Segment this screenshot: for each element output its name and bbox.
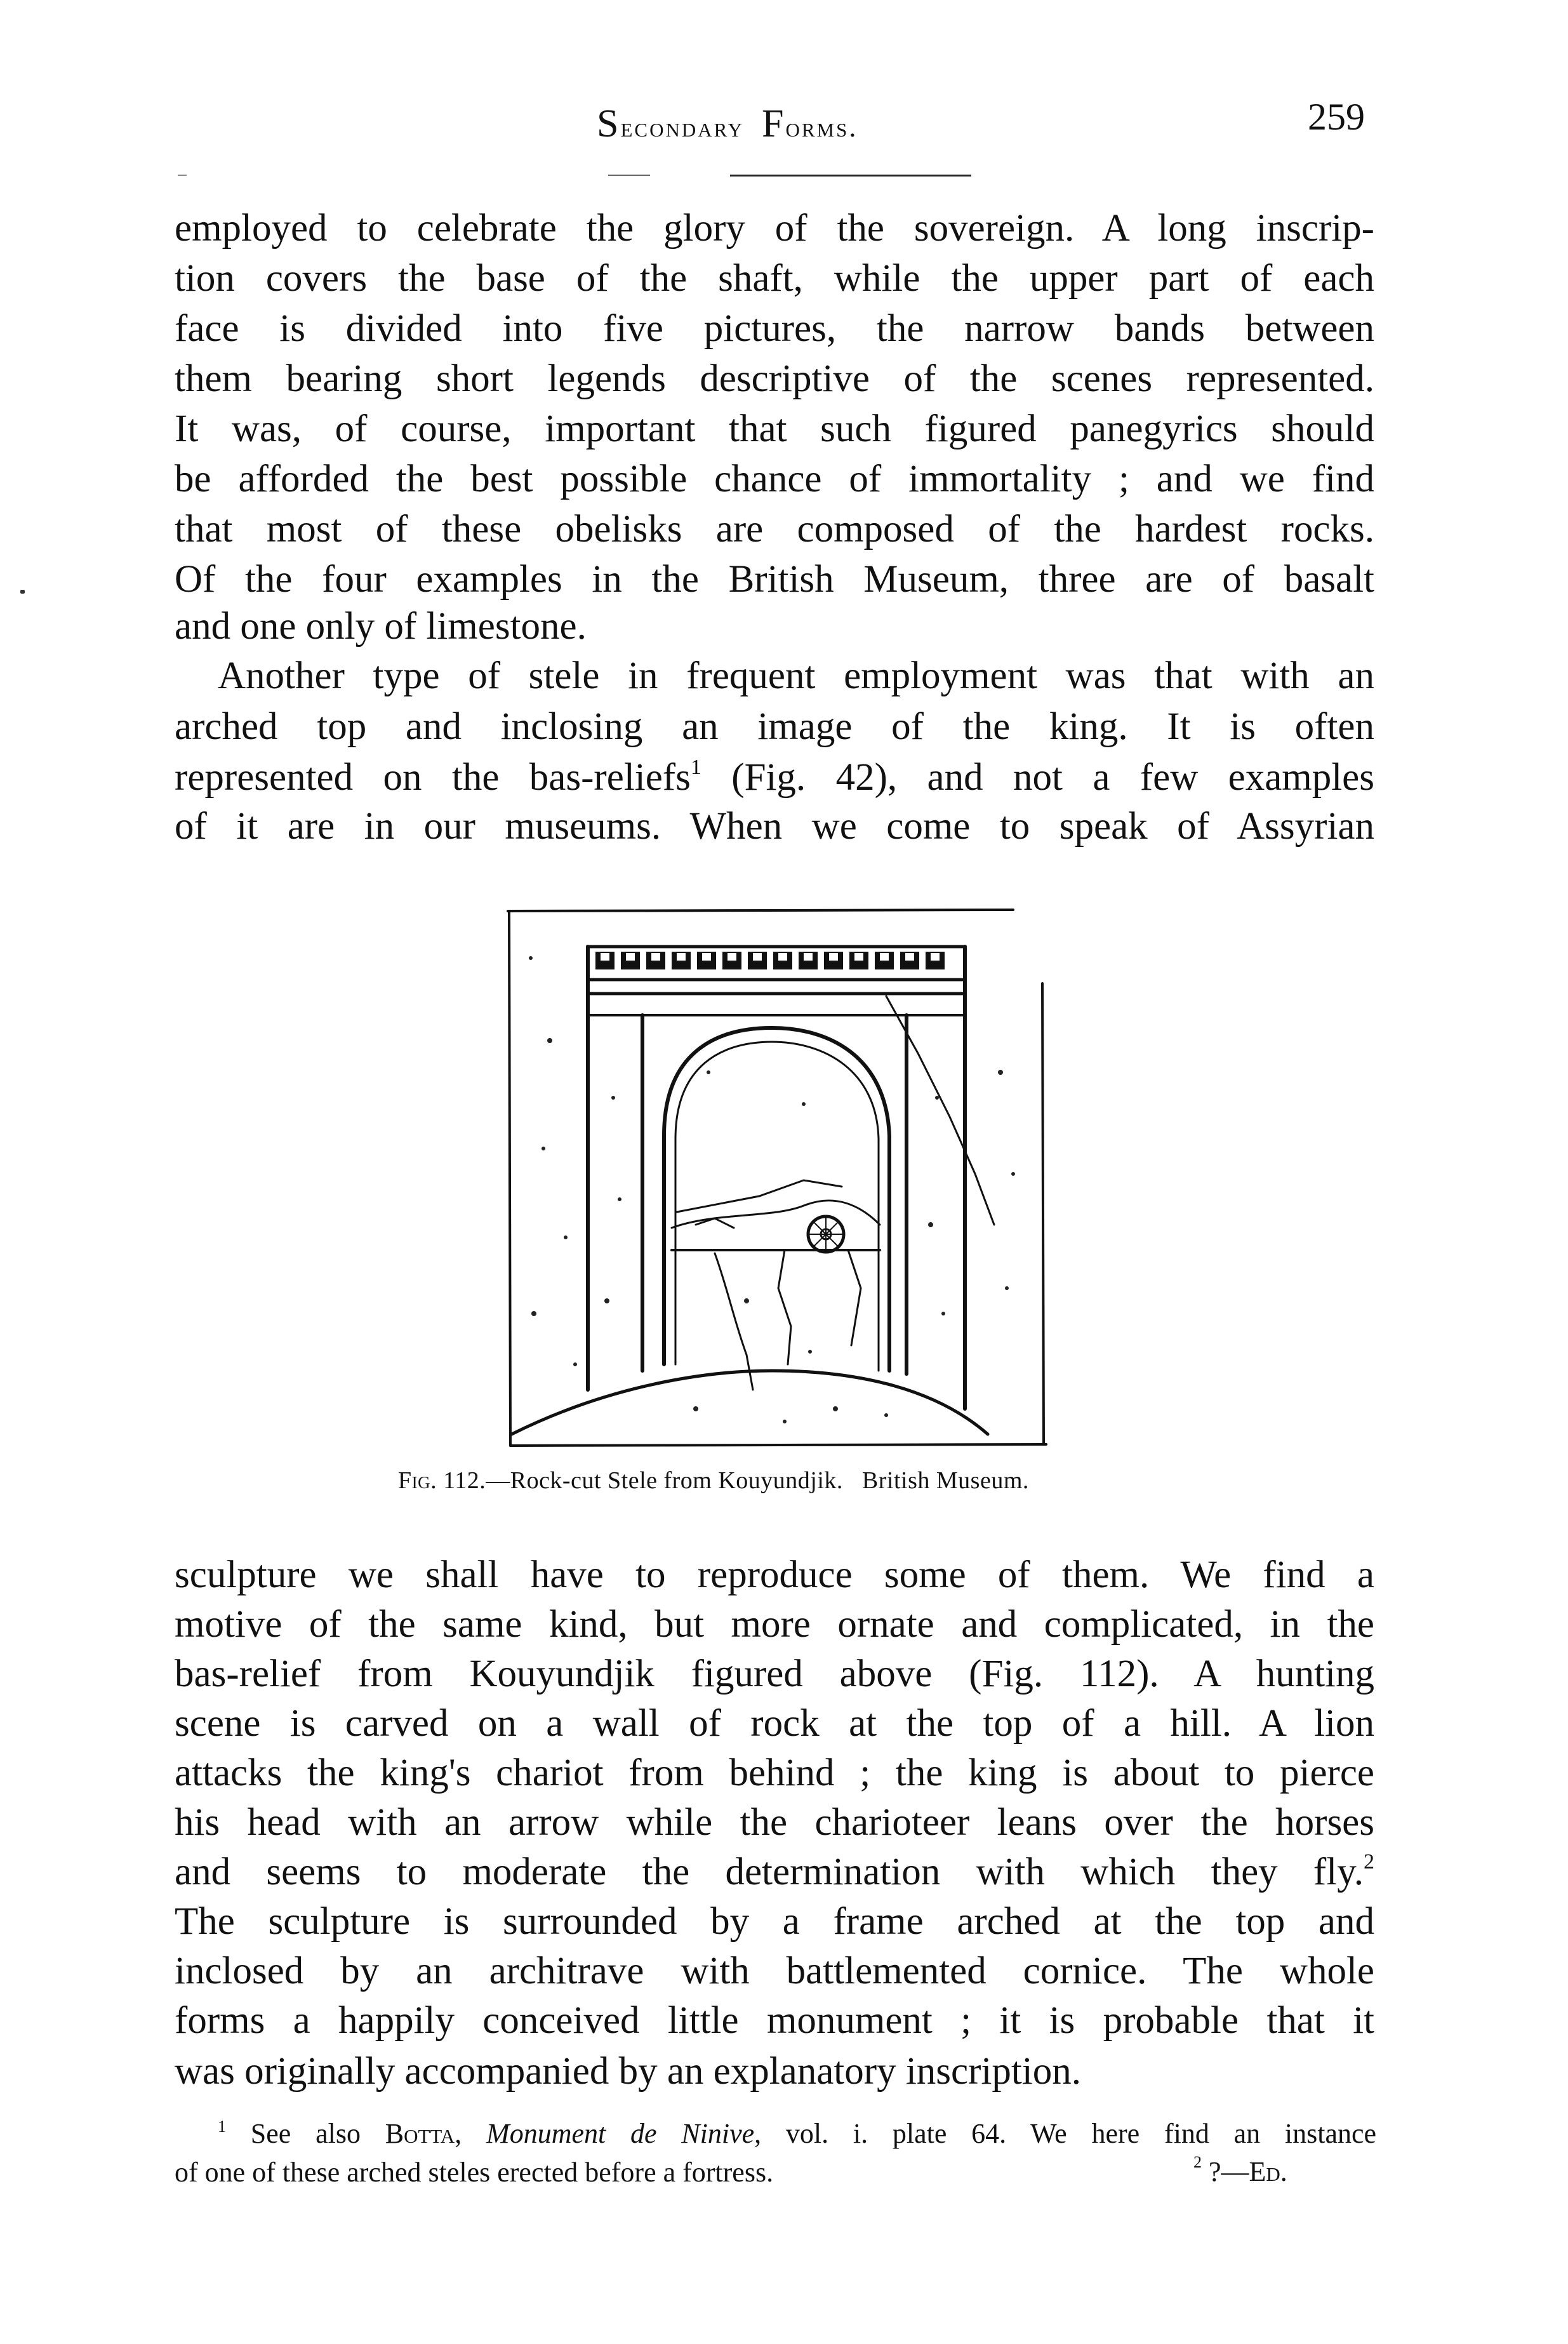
- figure-number: 112.: [443, 1467, 486, 1494]
- header-word: econdary: [620, 112, 744, 143]
- text-line: motive of the same kind, but more ornate and complicated, in the: [175, 1603, 1374, 1646]
- header-rule: [730, 175, 971, 176]
- text-line: tion covers the base of the shaft, while the upper part of each: [175, 257, 1374, 300]
- text-line: [175, 1850, 1374, 1893]
- figure-112-illustration: [505, 907, 1049, 1448]
- footnote-comma: ,: [455, 2118, 462, 2149]
- header-rule: [608, 175, 650, 176]
- header-rule: [178, 175, 187, 176]
- text-line: face is divided into five pictures, the narrow bands between: [175, 307, 1374, 350]
- figure-caption: [398, 1467, 1029, 1495]
- footnote-2: [1193, 2155, 1287, 2188]
- stele-illustration: [505, 907, 1049, 1448]
- footnote-1: [218, 2117, 1377, 2149]
- text-line: be afforded the best possible chance of immortality ; and we find: [175, 458, 1374, 500]
- text-line: of it are in our museums. When we come to speak of Assyrian: [175, 805, 1374, 848]
- figure-credit: British Museum.: [861, 1467, 1029, 1494]
- text-line: arched top and inclosing an image of the king. It is often: [175, 705, 1374, 748]
- text-line: scene is carved on a wall of rock at the top of a hill. A lion: [175, 1702, 1374, 1745]
- text-line: Of the four examples in the British Museum, three are of basalt: [175, 558, 1374, 601]
- text-line: sculpture we shall have to reproduce some of them. We find a: [175, 1554, 1374, 1596]
- text-line: It was, of course, important that such figured panegyrics should: [175, 408, 1374, 450]
- footnote-marker: 2: [1193, 2153, 1202, 2171]
- header-initial: S: [597, 102, 621, 145]
- footnote-text: ?—: [1209, 2156, 1249, 2187]
- text-line: The sculpture is surrounded by a frame arched at the top and: [175, 1900, 1374, 1943]
- text-span: represented on the bas-reliefs: [175, 756, 691, 799]
- footnote-ref-1[interactable]: 1: [690, 756, 701, 779]
- text-line: and one only of limestone.: [175, 605, 587, 648]
- header-word: orms.: [785, 112, 858, 143]
- text-line: his head with an arrow while the charioteer leans over the horses: [175, 1801, 1374, 1844]
- text-line: that most of these obelisks are composed of the hardest rocks.: [175, 508, 1374, 550]
- text-line: bas-relief from Kouyundjik figured above (Fig. 112). A hunting: [175, 1653, 1374, 1695]
- footnote-title: Monument de Ninive: [486, 2118, 755, 2149]
- text-line: inclosed by an architrave with battlemented cornice. The whole: [175, 1950, 1374, 1992]
- text-line: forms a happily conceived little monument ; it is probable that it: [175, 1999, 1374, 2042]
- header-initial: F: [762, 102, 786, 145]
- footnote-1-continuation: of one of these arched steles erected before a fortress.: [175, 2157, 774, 2188]
- text-span: (Fig. 42), and not a few examples: [731, 756, 1374, 799]
- footnote-ref-2[interactable]: 2: [1364, 1850, 1374, 1874]
- page-number: 259: [1308, 96, 1365, 138]
- footnote-marker: 1: [218, 2117, 226, 2136]
- figure-caption-text: —Rock-cut Stele from Kouyundjik.: [486, 1467, 843, 1494]
- text-line: employed to celebrate the glory of the sovereign. A long inscrip-: [175, 207, 1374, 250]
- footnote-text: , vol. i. plate 64. We here find an instance: [754, 2118, 1377, 2149]
- figure-label: Fig.: [398, 1467, 437, 1494]
- text-span: and seems to moderate the determination with which they fly.: [175, 1851, 1364, 1893]
- text-line: Another type of stele in frequent employment was that with an: [218, 655, 1374, 697]
- text-line: attacks the king's chariot from behind ; the king is about to pierce: [175, 1752, 1374, 1794]
- text-line: [175, 758, 1374, 797]
- footnote-text: See also: [250, 2118, 361, 2149]
- text-line: was originally accompanied by an explanatory inscription.: [175, 2050, 1081, 2093]
- running-header-title: [597, 102, 858, 147]
- margin-speck: [20, 590, 25, 594]
- text-line: them bearing short legends descriptive of the scenes represented.: [175, 357, 1374, 400]
- footnote-signature: Ed.: [1249, 2156, 1287, 2187]
- footnote-author: Botta: [385, 2118, 455, 2149]
